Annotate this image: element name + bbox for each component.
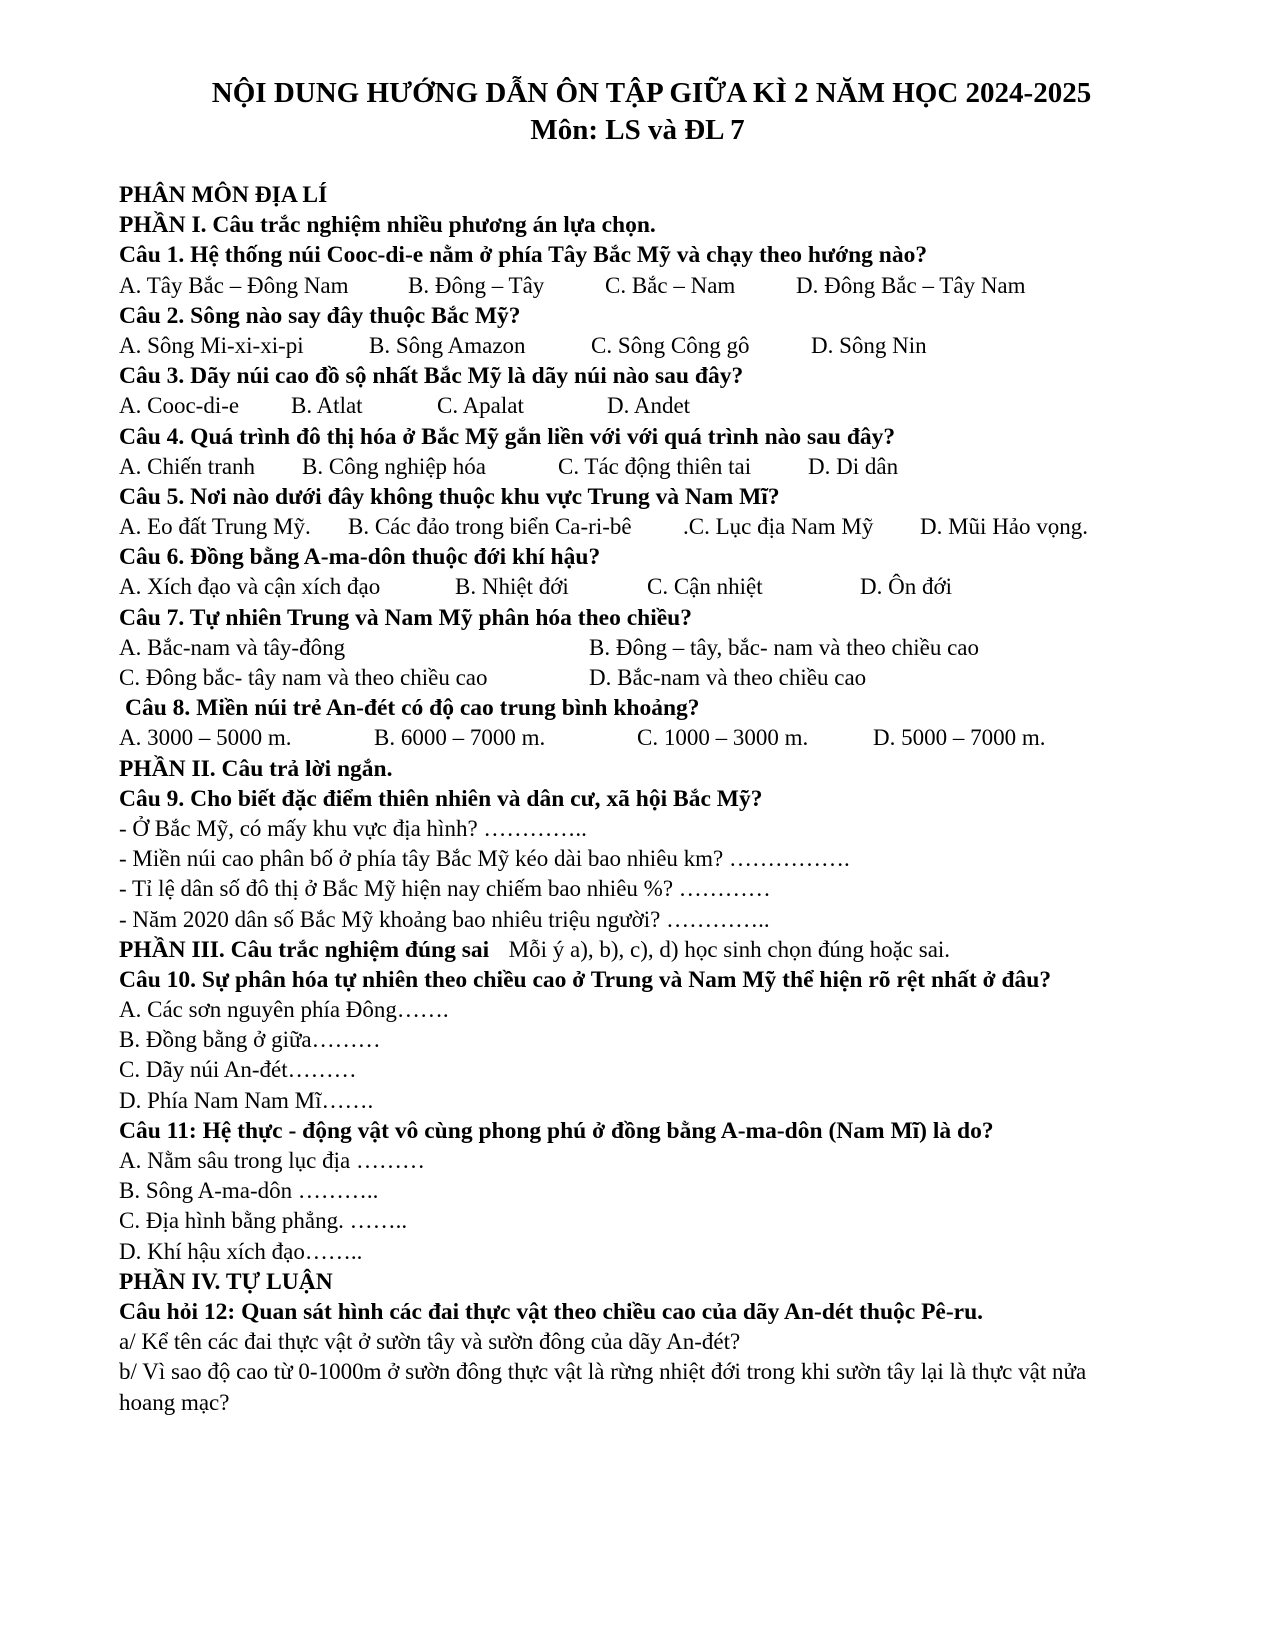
question-9-item: - Ở Bắc Mỹ, có mấy khu vực địa hình? ………….. [119,815,587,841]
question-12-part-b: b/ Vì sao độ cao từ 0-1000m ở sườn đông thực vật là rừng nhiệt đới trong khi sườn tây lại là thực vật nửa hoang mạc? [119,1359,1087,1415]
document-body [119,180,1159,1418]
question-9: Câu 9. Cho biết đặc điểm thiên nhiên và dân cư, xã hội Bắc Mỹ? [119,785,763,812]
document-subtitle: Môn: LS và ĐL 7 [530,114,745,146]
option-c: .C. Lục địa Nam Mỹ [683,514,874,540]
question-6: Câu 6. Đồng bằng A-ma-dôn thuộc đới khí hậu? [119,544,601,571]
part3-heading-row [119,935,1159,965]
question-9-item: - Năm 2020 dân số Bắc Mỹ khoảng bao nhiêu triệu người? ………….. [119,906,770,932]
option-a: A. Xích đạo và cận xích đạo [119,574,381,600]
part2-heading: PHẦN II. Câu trả lời ngắn. [119,755,393,782]
question-1: Câu 1. Hệ thống núi Cooc-di-e nằm ở phía Tây Bắc Mỹ và chạy theo hướng nào? [119,242,928,269]
question-7-options-row2 [119,663,1159,693]
question-10: Câu 10. Sự phân hóa tự nhiên theo chiều cao ở Trung và Nam Mỹ thể hiện rõ rệt nhất ở đâu? [119,966,1052,993]
option-c: C. Cận nhiệt [647,574,763,600]
option-c: C. 1000 – 3000 m. [637,725,809,751]
question-10-item: B. Đồng bằng ở giữa……… [119,1027,381,1053]
question-1-options [119,271,1159,301]
option-c: C. Apalat [437,393,524,419]
question-2-options [119,331,1159,361]
question-11-item: C. Địa hình bằng phẳng. …….. [119,1208,408,1234]
option-d: D. Sông Nin [811,332,927,358]
option-c: C. Bắc – Nam [605,272,736,298]
option-a: A. Cooc-di-e [119,393,240,419]
option-d: D. Ôn đới [860,574,953,600]
question-7-options-row1 [119,633,1159,663]
question-4: Câu 4. Quá trình đô thị hóa ở Bắc Mỹ gắn liền với với quá trình nào sau đây? [119,423,896,450]
question-12: Câu hỏi 12: Quan sát hình các đai thực vật theo chiều cao của dãy An-dét thuộc Pê-ru. [119,1298,984,1325]
section-heading: PHÂN MÔN ĐỊA LÍ [119,182,328,208]
question-3: Câu 3. Dãy núi cao đồ sộ nhất Bắc Mỹ là dãy núi nào sau đây? [119,363,744,390]
option-b: B. Sông Amazon [369,332,526,358]
question-5-options [119,512,1159,542]
part1-heading: PHẦN I. Câu trắc nghiệm nhiều phương án lựa chọn. [119,212,656,239]
option-b: B. Đông – tây, bắc- nam và theo chiều cao [589,634,980,660]
question-4-options [119,452,1159,482]
option-a: A. 3000 – 5000 m. [119,725,292,751]
part4-heading: PHẦN IV. TỰ LUẬN [119,1268,333,1295]
question-8-options [119,723,1159,753]
option-b: B. Công nghiệp hóa [302,453,486,479]
option-a: A. Sông Mi-xi-xi-pi [119,332,304,358]
option-b: B. 6000 – 7000 m. [374,725,546,751]
option-a: A. Tây Bắc – Đông Nam [119,272,349,298]
question-9-item: - Miền núi cao phân bố ở phía tây Bắc Mỹ kéo dài bao nhiêu km? ……………. [119,846,850,872]
question-3-options [119,391,1159,421]
question-9-item: - Tỉ lệ dân số đô thị ở Bắc Mỹ hiện nay chiếm bao nhiêu %? ………… [119,876,771,902]
option-d: D. Đông Bắc – Tây Nam [796,272,1026,298]
question-11: Câu 11: Hệ thực - động vật vô cùng phong phú ở đồng bằng A-ma-dôn (Nam Mĩ) là do? [119,1117,994,1144]
option-b: B. Atlat [291,393,363,419]
question-7: Câu 7. Tự nhiên Trung và Nam Mỹ phân hóa theo chiều? [119,604,692,631]
option-b: B. Các đảo trong biển Ca-ri-bê [348,514,632,540]
option-b: B. Nhiệt đới [455,574,569,600]
option-d: D. 5000 – 7000 m. [873,725,1046,751]
question-11-item: D. Khí hậu xích đạo…….. [119,1238,363,1264]
question-8: Câu 8. Miền núi trẻ An-đét có độ cao trung bình khoảng? [125,695,700,722]
option-a: A. Chiến tranh [119,453,256,479]
question-12-part-a: a/ Kể tên các đai thực vật ở sườn tây và sườn đông của dãy An-đét? [119,1329,741,1355]
question-10-item: C. Dãy núi An-đét……… [119,1057,357,1083]
question-11-item: A. Nằm sâu trong lục địa ……… [119,1148,425,1174]
part3-heading: PHẦN III. Câu trắc nghiệm đúng sai [119,936,490,963]
question-5: Câu 5. Nơi nào dưới đây không thuộc khu vực Trung và Nam Mĩ? [119,483,780,510]
option-a: A. Eo đất Trung Mỹ. [119,514,311,540]
option-b: B. Đông – Tây [408,272,545,298]
option-c: C. Đông bắc- tây nam và theo chiều cao [119,665,488,690]
question-6-options [119,572,1159,602]
question-10-item: A. Các sơn nguyên phía Đông……. [119,997,449,1023]
question-10-item: D. Phía Nam Nam Mĩ……. [119,1087,374,1113]
option-d: D. Di dân [808,453,899,479]
option-c: C. Tác động thiên tai [558,453,752,479]
option-a: A. Bắc-nam và tây-đông [119,634,346,660]
option-d: D. Bắc-nam và theo chiều cao [589,665,867,690]
option-d: D. Mũi Hảo vọng. [920,514,1089,540]
question-11-item: B. Sông A-ma-dôn ……….. [119,1178,379,1204]
question-2: Câu 2. Sông nào say đây thuộc Bắc Mỹ? [119,302,521,329]
option-c: C. Sông Công gô [591,332,750,358]
option-d: D. Andet [607,393,691,419]
document-title: NỘI DUNG HƯỚNG DẪN ÔN TẬP GIỮA KÌ 2 NĂM HỌC 2024-2025 [211,77,1092,109]
part3-instruction: Mỗi ý a), b), c), d) học sinh chọn đúng hoặc sai. [508,936,951,962]
